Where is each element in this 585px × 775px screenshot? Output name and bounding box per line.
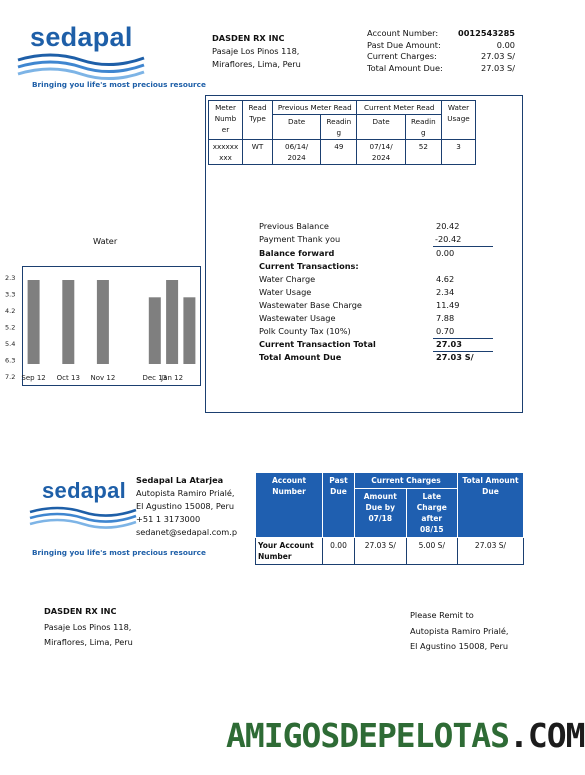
prev-date-header: Date: [273, 115, 321, 140]
current-total-label: Current Transaction Total: [259, 339, 376, 349]
office-line1: Autopista Ramiro Prialé,: [136, 488, 235, 498]
total-due-row: [367, 63, 517, 75]
read-type-header: Read Type: [243, 101, 273, 140]
remit-table: [255, 472, 524, 565]
list-item: Water Charge: [259, 274, 316, 284]
y-tick-label: 5.2: [5, 323, 16, 332]
curr-date-cell: 07/14/ 2024: [357, 140, 405, 165]
y-tick-label: 2.3: [5, 274, 16, 282]
remit-to-line1: Autopista Ramiro Prialé,: [410, 625, 509, 636]
balance-forward-label: Balance forward: [259, 248, 335, 258]
current-charges-value: 27.03 S/: [481, 51, 515, 61]
current-transactions-label: Current Transactions:: [259, 261, 359, 271]
past-due-header: Past Due: [323, 473, 355, 538]
waves-icon: [16, 52, 146, 78]
remit-to-line2: El Agustino 15008, Peru: [410, 641, 509, 651]
table-row: [256, 538, 524, 565]
past-due-row: [367, 40, 517, 52]
list-item: Polk County Tax (10%): [259, 326, 351, 336]
account-summary: [367, 28, 517, 74]
current-charges-row: [367, 51, 517, 63]
payment-underline: [433, 246, 493, 247]
late-charge-header: Late Charge after 08/15: [406, 489, 457, 538]
total-due-label: Total Amount Due:: [367, 62, 443, 73]
curr-reading-header: Readin g: [405, 115, 441, 140]
office-email: sedanet@sedapal.com.p: [136, 527, 238, 537]
mailing-line2: Miraflores, Lima, Peru: [44, 637, 133, 647]
x-tick-label: Dec 13: [142, 374, 168, 382]
balance-forward-value: 0.00: [436, 248, 455, 258]
previous-balance-label: Previous Balance: [259, 221, 329, 231]
curr-date-header: Date: [357, 115, 405, 140]
water-chart: [0, 260, 205, 390]
chart-bar: [166, 280, 178, 364]
chart-bar: [62, 280, 74, 364]
past-due-value: 0.00: [496, 39, 515, 50]
mailing-line1: Pasaje Los Pinos 118,: [44, 621, 132, 632]
total-cell: 27.03 S/: [458, 538, 524, 565]
wastewater-usage-value: 7.88: [436, 313, 455, 323]
x-tick-label: Jan 12: [161, 374, 184, 382]
x-tick-label: Nov 12: [90, 374, 116, 382]
county-tax-value: 0.70: [436, 326, 455, 336]
past-due-label: Past Due Amount:: [367, 39, 441, 50]
wastewater-base-value: 11.49: [436, 300, 460, 310]
previous-read-header: Previous Meter Read: [273, 101, 357, 115]
past-due-cell: 0.00: [323, 538, 355, 565]
total-due-value: 27.03 S/: [481, 62, 515, 73]
table-row: [209, 140, 476, 165]
prev-reading-cell: 49: [321, 140, 357, 165]
late-charge-cell: 5.00 S/: [406, 538, 457, 565]
mailing-name: DASDEN RX INC: [44, 606, 117, 616]
y-tick-label: 7.2: [5, 373, 16, 381]
water-usage-value: 2.34: [436, 287, 455, 297]
office-phone: +51 1 3173000: [136, 514, 201, 524]
customer-address: [212, 32, 301, 71]
current-total-value: 27.03: [436, 339, 462, 349]
current-charges-label: Current Charges:: [367, 51, 437, 61]
chart-title: Water: [93, 236, 118, 246]
logo-tagline: Bringing you life's most precious resource: [32, 548, 206, 557]
prev-date-cell: 06/14/ 2024: [273, 140, 321, 165]
amount-due-by-header: Amount Due by 07/18: [355, 489, 407, 538]
list-item: Wastewater Base Charge: [259, 300, 362, 310]
y-tick-label: 5.4: [5, 340, 16, 348]
account-number-row: [367, 28, 517, 40]
account-number-label: Account Number:: [367, 28, 439, 38]
logo-wordmark: sedapal: [30, 22, 133, 52]
payment-value: -20.42: [435, 234, 462, 244]
water-usage-header: Water Usage: [442, 101, 476, 140]
water-charge-value: 4.62: [436, 274, 455, 284]
meter-table: [208, 100, 476, 165]
amount-due-by-cell: 27.03 S/: [355, 538, 407, 565]
total-due-value: 27.03 S/: [436, 352, 474, 362]
your-account-number-cell: Your Account Number: [256, 538, 323, 565]
current-charges-header: Current Charges: [355, 473, 458, 489]
watermark-main: AMIGOSDEPELOTAS: [226, 716, 510, 755]
sedapal-logo-top: [16, 20, 206, 92]
chart-bar: [183, 297, 195, 364]
remit-to-address: [410, 608, 509, 655]
list-item: Water Usage: [259, 287, 312, 297]
total-due-label: Total Amount Due: [259, 352, 342, 362]
y-tick-label: 6.3: [5, 356, 16, 365]
remit-to-label: Please Remit to: [410, 610, 474, 620]
payment-label: Payment Thank you: [259, 234, 341, 244]
y-tick-label: 4.2: [5, 307, 16, 315]
account-number-value: 0012543285: [458, 28, 515, 38]
current-read-header: Current Meter Read: [357, 101, 442, 115]
chart-bar: [97, 280, 109, 364]
total-amount-due-header: Total Amount Due: [458, 473, 524, 538]
list-item: Wastewater Usage: [259, 313, 336, 323]
x-tick-label: Sep 12: [21, 374, 46, 382]
waves-icon: [28, 505, 138, 527]
balance-section: [259, 221, 499, 366]
logo-wordmark: sedapal: [42, 478, 127, 503]
prev-reading-header: Readin g: [321, 115, 357, 140]
read-type-cell: WT: [243, 140, 273, 165]
customer-address-line1: Pasaje Los Pinos 118,: [212, 46, 300, 56]
meter-number-header: Meter Numb er: [209, 101, 243, 140]
mailing-address: [44, 604, 133, 651]
customer-name: DASDEN RX INC: [212, 33, 285, 43]
usage-cell: 3: [442, 140, 476, 165]
watermark: [226, 716, 585, 755]
account-number-header: Account Number: [256, 473, 323, 538]
x-tick-label: Oct 13: [56, 374, 80, 382]
office-address: [136, 474, 237, 539]
office-line2: El Agustino 15008, Peru: [136, 501, 235, 511]
chart-bar: [149, 297, 161, 364]
office-name: Sedapal La Atarjea: [136, 475, 224, 485]
chart-bar: [28, 280, 40, 364]
customer-address-line2: Miraflores, Lima, Peru: [212, 59, 301, 69]
previous-balance-value: 20.42: [436, 221, 460, 231]
watermark-dot-com: .COM: [509, 716, 585, 755]
curr-reading-cell: 52: [405, 140, 441, 165]
y-tick-label: 3.3: [5, 290, 16, 299]
meter-number-cell: xxxxxx xxx: [209, 140, 243, 165]
logo-tagline: Bringing you life's most precious resource: [32, 80, 206, 89]
